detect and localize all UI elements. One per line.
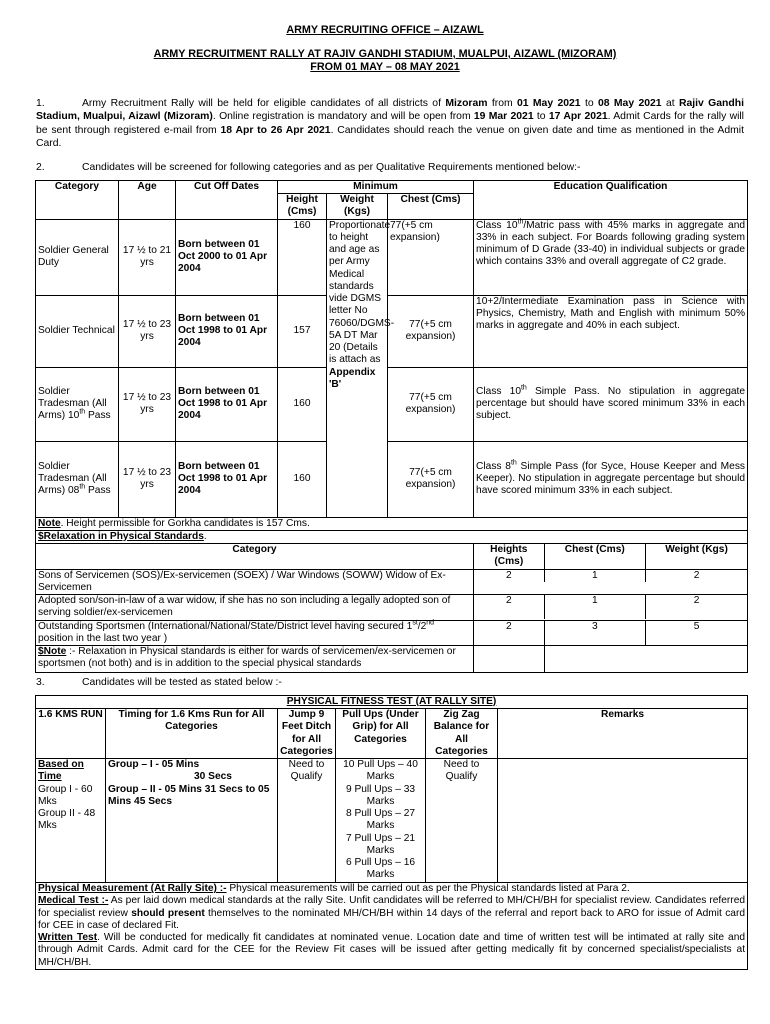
category-cell: Soldier Tradesman (All Arms) 10th Pass xyxy=(36,367,119,441)
category-cell: Soldier Technical xyxy=(36,295,119,367)
rally-dates: FROM 01 MAY – 08 MAY 2021 xyxy=(310,61,460,73)
timing-cell: Group – I - 05 Mins 30 Secs Group – II - 05 Mins 31 Secs to 05 Mins 45 Secs xyxy=(106,759,278,883)
cutoff-cell: Born between 01 Oct 2000 to 01 Apr 2004 xyxy=(176,219,278,295)
header-zigzag: Zig Zag Balance for All Categories xyxy=(426,709,498,759)
header-chest: Chest (Cms) xyxy=(388,194,474,219)
written-test-note: Written Test. Will be conducted for medically fit candidates at nominated venue. Location date and time of written test will be intimated at rally site and through Admit Cards. Admit card for the CEE for the Review Fit cases will be issued after getting medically fit by concerned specialist/specialists at MH/CH/BH. xyxy=(38,932,746,968)
height-cell: 160 xyxy=(278,219,327,295)
paragraph-2: 2. Candidates will be screened for following categories and as per Qualitative Requirements mentioned below:- xyxy=(36,162,581,173)
relax-weight-cell: 2 xyxy=(693,569,700,581)
header-weight: Weight (Kgs) xyxy=(327,194,388,219)
relax-heights-cell: 2 xyxy=(474,595,544,619)
relax-chest-cell: 1 xyxy=(544,595,646,619)
education-cell: Class 10th/Matric pass with 45% marks in aggregate and 33% in each subject. For Boards following grading system minimum of D Grade (33-40) in individual subjects or grade which contains 33% and overall aggregate of C2 grade. xyxy=(474,219,748,295)
header-remarks: Remarks xyxy=(498,709,748,759)
height-cell: 157 xyxy=(278,295,327,367)
education-cell: Class 8th Simple Pass (for Syce, House Keeper and Mess Keeper). No stipulation in aggregate percentage but should have scored minimum 33% in each subject. xyxy=(474,441,748,517)
cutoff-cell: Born between 01 Oct 1998 to 01 Apr 2004 xyxy=(176,441,278,517)
relaxation-note: $Note :- Relaxation in Physical standards is either for wards of servicemen/ex-servicemen or sportsmen (not both) and is in addition to the special physical standards xyxy=(36,646,474,673)
eligibility-table xyxy=(35,180,748,673)
paragraph-1: 1. Army Recruitment Rally will be held for eligible candidates of all districts of Mizoram from 01 May 2021 to 08 May 2021 at Rajiv Gandhi Stadium, Mualpui, Aizawl (Mizoram). Online registration is mandatory and will be open from 19 Mar 2021 to 17 Apr 2021. Admit Cards for the rally will be sent through registered e-mail from 18 Apr to 26 Apr 2021. Candidates should reach the venue on given date and time as mentioned in the Admit Card. xyxy=(36,98,744,149)
education-cell: 10+2/Intermediate Examination pass in Science with Physics, Chemistry, Math and English with minimum 50% marks in aggregate and 40% in each subject. xyxy=(474,295,748,367)
weight-cell: Proportionate to height and age as per Army Medical standards vide DGMS letter No 76060/DGMS-5A DT Mar 20 (Details is attach as Appendix 'B' xyxy=(327,219,388,517)
header-timing: Timing for 1.6 Kms Run for All Categories xyxy=(106,709,278,759)
education-cell: Class 10th Simple Pass. No stipulation in aggregate percentage but should have scored minimum 33% in each subject. xyxy=(474,367,748,441)
relax-weight-cell: 5 xyxy=(693,620,700,632)
fitness-title: PHYSICAL FITNESS TEST (AT RALLY SITE) xyxy=(36,696,748,709)
jump-cell: Need to Qualify xyxy=(278,759,336,883)
height-note: Note. Height permissible for Gorkha candidates is 157 Cms. xyxy=(36,517,748,530)
relax-chest-cell: 1 xyxy=(544,570,646,582)
header-minimum: Minimum xyxy=(278,181,474,194)
age-cell: 17 ½ to 23 yrs xyxy=(119,441,176,517)
office-heading: ARMY RECRUITING OFFICE – AIZAWL xyxy=(286,24,484,36)
header-category: Category xyxy=(36,181,119,220)
fitness-test-table xyxy=(35,695,748,970)
category-cell: Soldier General Duty xyxy=(36,219,119,295)
paragraph-number: 1. xyxy=(36,98,45,109)
age-cell: 17 ½ to 23 yrs xyxy=(119,295,176,367)
rally-title: ARMY RECRUITMENT RALLY AT RAJIV GANDHI STADIUM, MUALPUI, AIZAWL (MIZORAM) xyxy=(153,48,617,60)
header-run: 1.6 KMS RUN xyxy=(36,709,106,759)
category-cell: Soldier Tradesman (All Arms) 08th Pass xyxy=(36,441,119,517)
header-height: Height (Cms) xyxy=(278,194,327,219)
header-age: Age xyxy=(119,181,176,220)
relax-header-heights: Heights (Cms) xyxy=(474,544,544,568)
chest-cell: 77(+5 cm expansion) xyxy=(388,295,474,367)
remarks-cell xyxy=(498,759,748,883)
height-cell: 160 xyxy=(278,367,327,441)
relax-heights-cell: 2 xyxy=(474,570,544,582)
header-pullups: Pull Ups (Under Grip) for All Categories xyxy=(336,709,426,759)
age-cell: 17 ½ to 23 yrs xyxy=(119,367,176,441)
zigzag-cell: Need to Qualify xyxy=(426,759,498,883)
relax-weight-cell: 2 xyxy=(693,595,700,607)
medical-test-note: Medical Test :- As per laid down medical standards at the rally Site. Unfit candidates will be referred to MH/CH/BH for specialist review. Candidates referred for specialist review should present themselves to the nominated MH/CH/BH within 14 days of the referral and report back to ARO for issue of Admit card for CEE in case of declared Fit. xyxy=(38,895,746,931)
relax-category-cell: Adopted son/son-in-law of a war widow, if she has no son including a legally adopted son of serving soldier/ex-servicemen xyxy=(36,595,474,620)
header-jump: Jump 9 Feet Ditch for All Categories xyxy=(278,709,336,759)
run-cell: Based on Time Group I - 60 Mks Group II - 48 Mks xyxy=(36,759,106,883)
relax-header-weight: Weight (Kgs) xyxy=(665,544,728,556)
cutoff-cell: Born between 01 Oct 1998 to 01 Apr 2004 xyxy=(176,295,278,367)
relax-category-cell: Outstanding Sportsmen (International/National/State/District level having secured 1st/2nd position in the last two year ) xyxy=(36,620,474,645)
relaxation-heading: $Relaxation in Physical Standards. xyxy=(36,530,748,543)
header-education: Education Qualification xyxy=(474,181,748,220)
relax-category-cell: Sons of Servicemen (SOS)/Ex-servicemen (SOEX) / War Windows (SOWW) Widow of Ex-Servicemen xyxy=(36,569,474,594)
relax-header-chest: Chest (Cms) xyxy=(544,544,646,568)
header-cutoff: Cut Off Dates xyxy=(176,181,278,220)
pullups-cell: 10 Pull Ups – 40 Marks 9 Pull Ups – 33 Marks 8 Pull Ups – 27 Marks 7 Pull Ups – 21 Marks 6 Pull Ups – 16 Marks xyxy=(336,759,426,883)
chest-cell: 77(+5 cm expansion) xyxy=(388,441,474,517)
physical-measurement-note: Physical Measurement (At Rally Site) :- Physical measurements will be carried out as per the Physical standards listed at Para 2. xyxy=(38,883,630,895)
chest-cell: 77(+5 cm expansion) xyxy=(388,367,474,441)
paragraph-3: 3. Candidates will be tested as stated below :- xyxy=(36,677,282,688)
height-cell: 160 xyxy=(278,441,327,517)
tests-notes xyxy=(36,883,748,970)
relax-heights-cell: 2 xyxy=(474,621,544,645)
cutoff-cell: Born between 01 Oct 1998 to 01 Apr 2004 xyxy=(176,367,278,441)
age-cell: 17 ½ to 21 yrs xyxy=(119,219,176,295)
relax-chest-cell: 3 xyxy=(544,621,646,645)
chest-cell: 77(+5 cm expansion) xyxy=(388,219,474,295)
relax-header-category: Category xyxy=(36,544,474,569)
relax-header-values xyxy=(474,544,748,569)
